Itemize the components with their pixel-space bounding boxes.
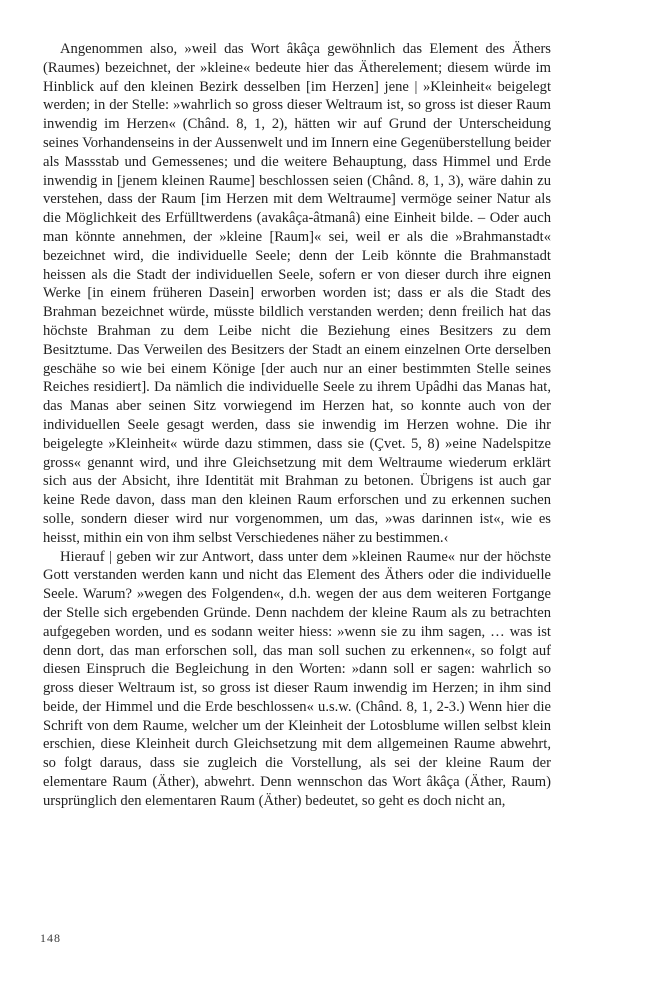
body-paragraph-1: Angenommen also, »weil das Wort âkâça gewöhnlich das Element des Äthers (Raumes) bezeichnet, der »kleine« bedeute hier das Ätherelement; diesem würde im Hinblick auf den kleinen Bezirk desselben [im Herzen] jene | »Kleinheit« beigelegt werden; in der Stelle: »wahrlich so gross dieser Weltraum ist, so gross ist dieser Raum inwendig im Herzen« (Chând. 8, 1, 2), hätten wir auf Grund der Unterscheidung seines Vorhandenseins in der Aussenwelt und im Innern eine Gegenüberstellung beider als Massstab und Gemessenes; und die weitere Behauptung, dass Himmel und Erde inwendig in [jenem kleinen Raume] beschlossen seien (Chând. 8, 1, 3), wäre dahin zu verstehen, dass der Raum [im Herzen mit dem Weltraume] vermöge seiner Natur als die Möglichkeit des Erfülltwerdens (avakâça-âtmanâ) eine Einheit bilde. – Oder auch man könnte annehmen, der »kleine [Raum]« sei, weil er als die »Brahmanstadt« bezeichnet wird, die individuelle Seele; denn der Leib könnte die Brahmanstadt heissen als die Stadt der individuellen Seele, sofern er von dieser durch ihre eignen Werke [in einem früheren Dasein] erworben worden ist; dass er als die Stadt des Brahman bezeichnet würde, müsste bildlich verstanden werden; denn freilich hat das höchste Brahman zu dem Leibe nicht die Beziehung eines Besitzers zu dem Besitztume. Das Verweilen des Besitzers der Stadt an einem einzelnen Orte derselben geschähe so wie bei einem Könige [der auch nur an einer bestimmten Stelle seines Reiches residiert]. Da nämlich die individuelle Seele zu ihrem Upâdhi das Manas hat, das Manas aber seinen Sitz vorwiegend im Herzen hat, so konnte auch von der individuellen Seele gesagt werden, dass sie inwendig im Herzen wohne. Die ihr beigelegte »Kleinheit« würde dazu stimmen, dass sie (Çvet. 5, 8) »eine Nadelspitze gross« genannt wird, und ihre Gleichsetzung mit dem Weltraume wiederum erklärt sich aus der Absicht, ihre Identität mit Brahman zu betonen. Übrigens ist auch gar keine Rede davon, dass man den kleinen Raum erforschen und zu erkennen suchen solle, sondern dieser wird nur vorgenommen, um das, »was darinnen ist«, wie es heisst, mithin ein von ihm selbst Verschiedenes näher zu bestimmen.‹: [43, 41, 551, 546]
page-body: [43, 40, 551, 811]
page-number: 148: [40, 931, 61, 945]
body-paragraph-2: Hierauf | geben wir zur Antwort, dass unter dem »kleinen Raume« nur der höchste Gott verstanden werden kann und nicht das Element des Äthers oder die individuelle Seele. Warum? »wegen des Folgenden«, d.h. wegen der aus dem weiteren Fortgange der Stelle sich ergebenden Gründe. Denn nachdem der kleine Raum als zu betrachten aufgegeben worden, und es sodann weiter hiess: »wenn sie zu ihm sagen, … was ist denn dort, das man erforschen soll, das man soll suchen zu erkennen«, so folgt auf diesen Einspruch die Begleichung in den Worten: »dann soll er sagen: wahrlich so gross dieser Weltraum ist, so gross ist dieser Raum inwendig im Herzen; in ihm sind beide, der Himmel und die Erde beschlossen« u.s.w. (Chând. 8, 1, 2-3.) Wenn hier die Schrift von dem Raume, welcher um der Kleinheit der Lotosblume willen selbst klein erschien, diese Kleinheit durch Gleichsetzung mit dem allgemeinen Raume abwehrt, so folgt daraus, dass sie zugleich die Vorstellung, als sei der kleine Raum der elementare Raum (Äther), abwehrt. Denn wennschon das Wort âkâça (Äther, Raum) ursprünglich den elementaren Raum (Äther) bedeutet, so geht es doch nicht an,: [43, 548, 551, 809]
